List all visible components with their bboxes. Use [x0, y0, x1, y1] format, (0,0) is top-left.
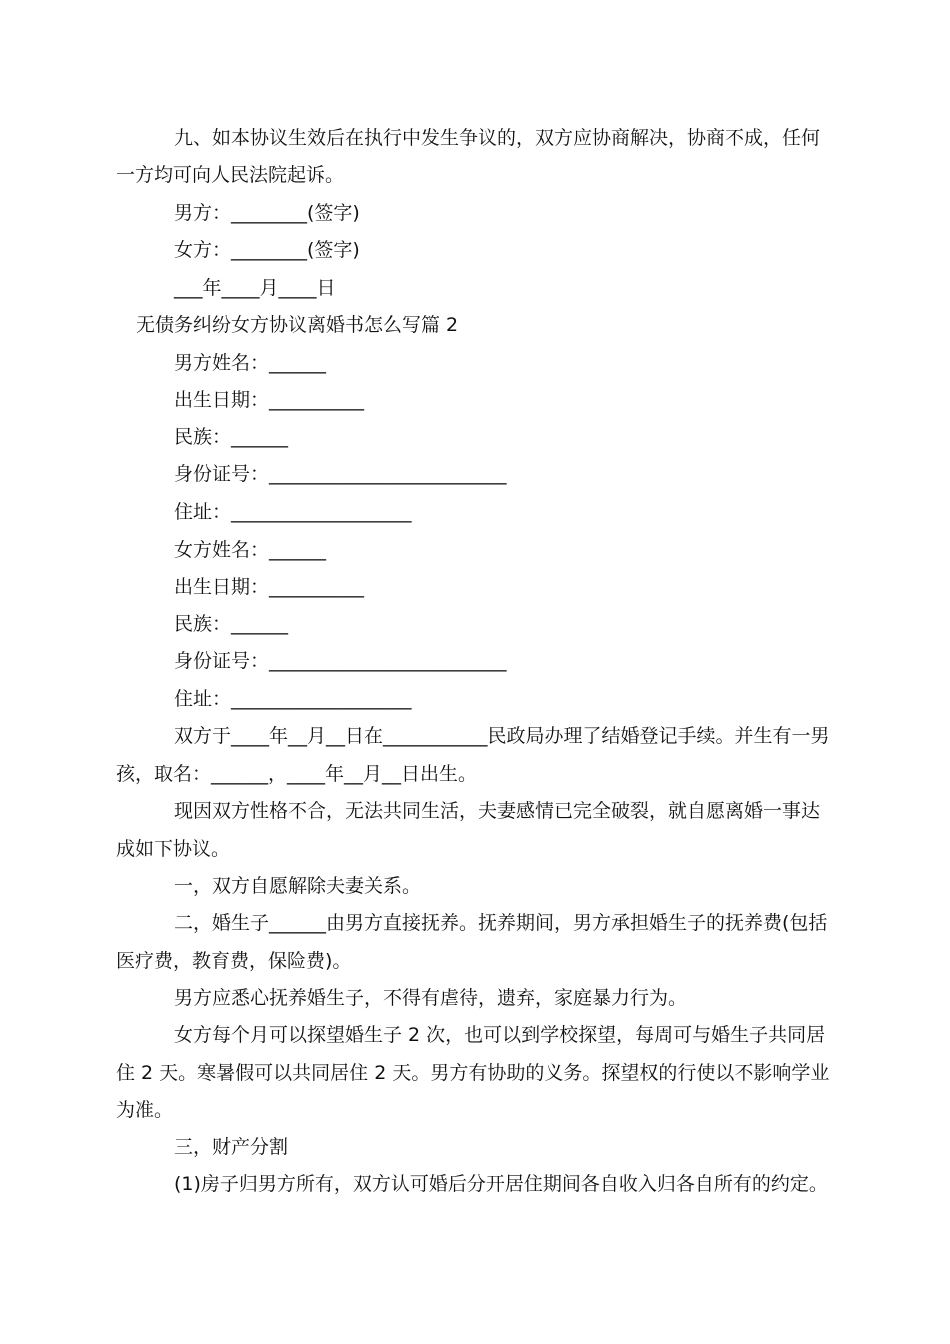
- section-title: 无债务纠纷女方协议离婚书怎么写篇 2: [136, 314, 459, 336]
- male-signature-line: 男方：________(签字): [174, 202, 360, 224]
- date-line: ___年____月____日: [174, 277, 336, 299]
- marriage-registration-line-2: 孩，取名：______，____年__月__日出生。: [116, 763, 478, 785]
- child-care-line: 男方应悉心抚养婚生子，不得有虐待，遗弃，家庭暴力行为。: [174, 987, 688, 1009]
- male-birth-field: 出生日期：__________: [174, 389, 365, 411]
- divorce-reason-line-2: 成如下协议。: [116, 838, 231, 860]
- visitation-line-2: 住 2 天。寒暑假可以共同居住 2 天。男方有协助的义务。探望权的行使以不影响学业: [116, 1062, 830, 1084]
- visitation-line-3: 为准。: [116, 1099, 174, 1121]
- female-signature-line: 女方：________(签字): [174, 239, 360, 261]
- property-clause-one: (1)房子归男方所有，双方认可婚后分开居住期间各自收入归各自所有的约定。: [174, 1173, 828, 1195]
- clause-nine-line-2: 一方均可向人民法院起诉。: [116, 164, 345, 186]
- item-one: 一，双方自愿解除夫妻关系。: [174, 875, 422, 897]
- male-name-field: 男方姓名：______: [174, 352, 327, 374]
- item-two-line-1: 二，婚生子______由男方直接抚养。抚养期间，男方承担婚生子的抚养费(包括: [174, 912, 828, 934]
- female-id-field: 身份证号：_________________________: [174, 650, 507, 672]
- female-address-field: 住址：___________________: [174, 688, 412, 710]
- female-ethnicity-field: 民族：______: [174, 613, 289, 635]
- male-ethnicity-field: 民族：______: [174, 426, 289, 448]
- item-two-line-2: 医疗费，教育费，保险费)。: [116, 950, 352, 972]
- female-name-field: 女方姓名：______: [174, 539, 327, 561]
- divorce-reason-line-1: 现因双方性格不合，无法共同生活，夫妻感情已完全破裂，就自愿离婚一事达: [174, 800, 821, 822]
- visitation-line-1: 女方每个月可以探望婚生子 2 次，也可以到学校探望，每周可与婚生子共同居: [174, 1024, 826, 1046]
- male-address-field: 住址：___________________: [174, 501, 412, 523]
- male-id-field: 身份证号：_________________________: [174, 463, 507, 485]
- marriage-registration-line-1: 双方于____年__月__日在___________民政局办理了结婚登记手续。并生有一男: [174, 725, 830, 747]
- female-birth-field: 出生日期：__________: [174, 576, 365, 598]
- item-three-heading: 三，财产分割: [174, 1136, 289, 1158]
- clause-nine-line-1: 九、如本协议生效后在执行中发生争议的，双方应协商解决，协商不成，任何: [174, 127, 821, 149]
